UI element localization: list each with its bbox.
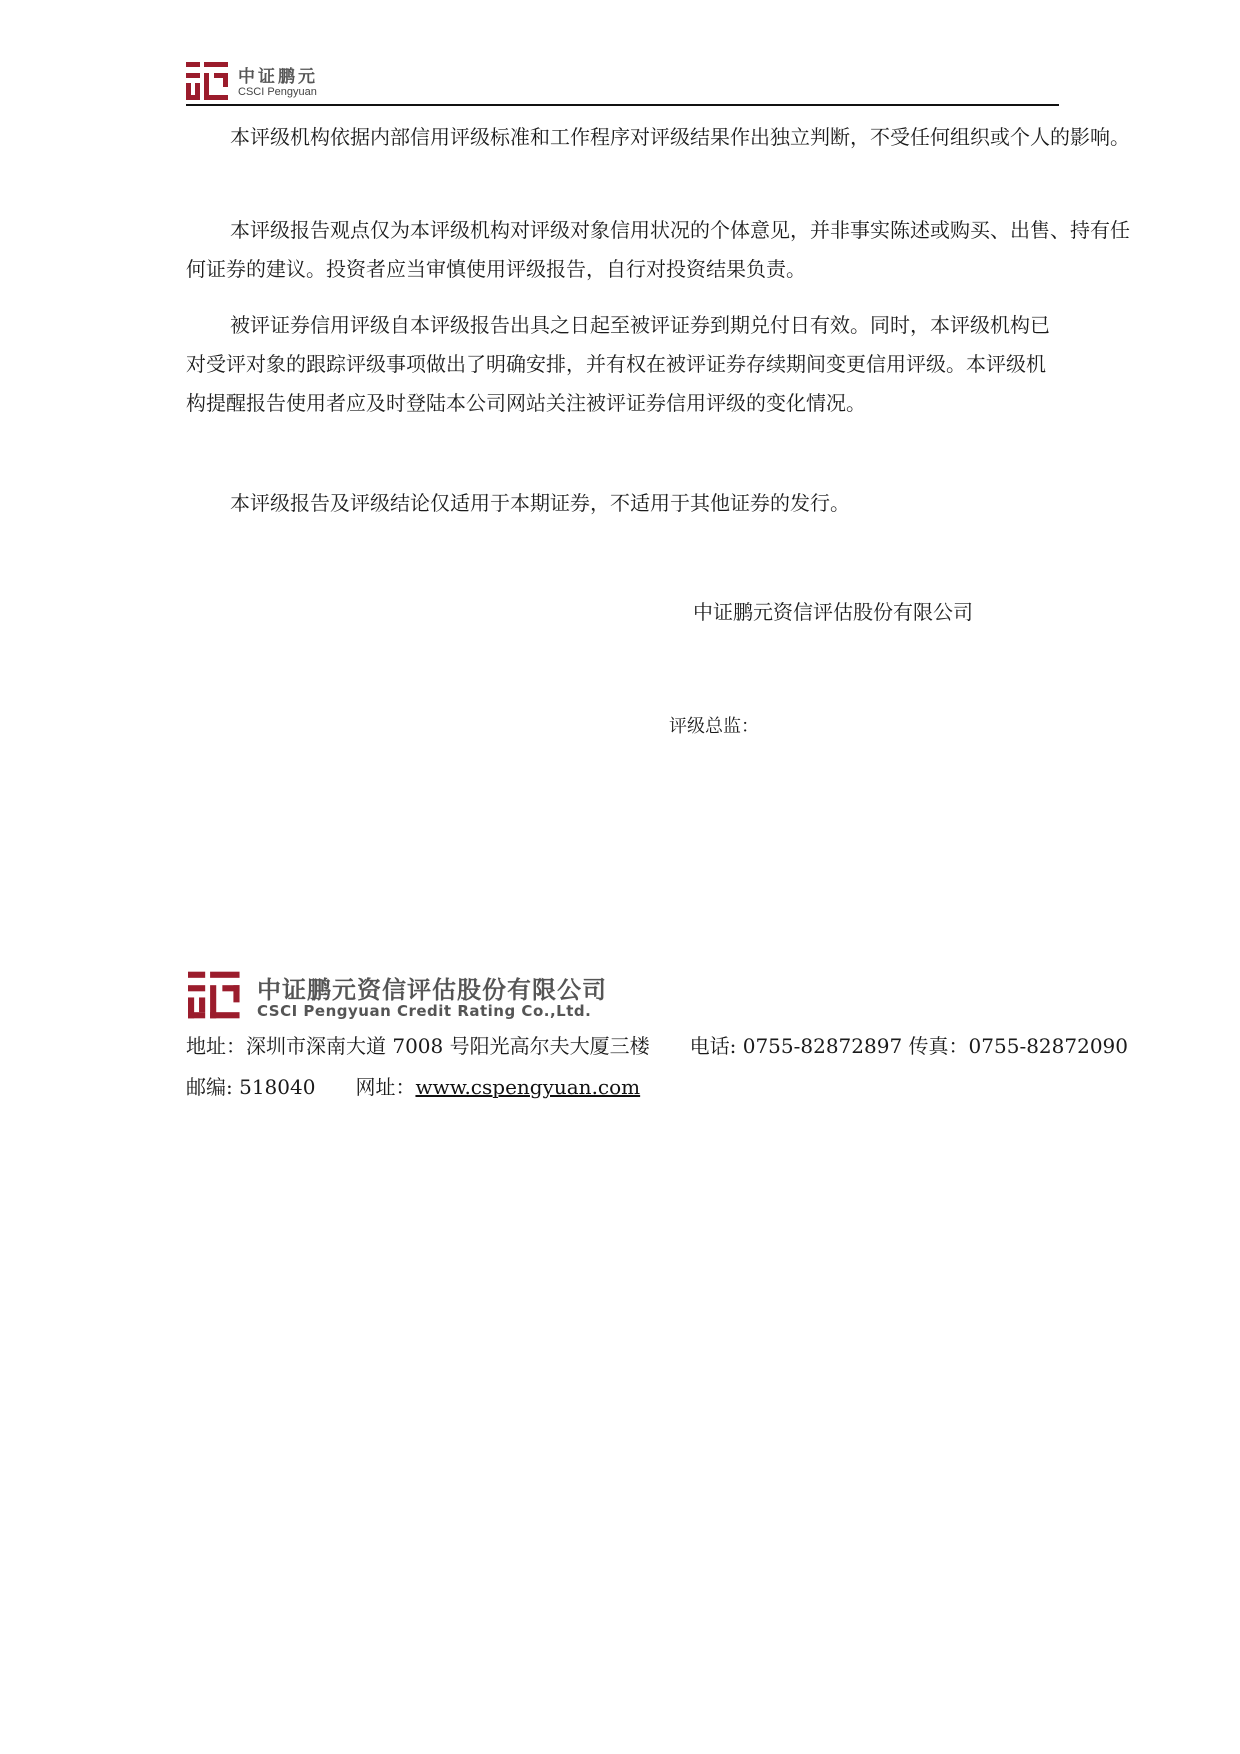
header-divider [186, 104, 1059, 106]
header-logo-text-cn: 中证鹏元 [238, 67, 318, 87]
paragraph-scope: 本评级报告及评级结论仅适用于本期证券，不适用于其他证券的发行。 [230, 491, 850, 515]
paragraph-independence: 本评级机构依据内部信用评级标准和工作程序对评级结果作出独立判断，不受任何组织或个人的影响。 [230, 125, 1130, 149]
footer-logo-text-cn: 中证鹏元资信评估股份有限公司 [257, 976, 607, 1004]
paragraph-opinion: 本评级报告观点仅为本评级机构对评级对象信用状况的个体意见，并非事实陈述或购买、出售、持有任何证券的建议。投资者应当审慎使用评级报告，自行对投资结果负责。 [186, 218, 1130, 281]
company-signature: 中证鹏元资信评估股份有限公司 [693, 600, 973, 624]
footer-postcode-line [186, 1071, 640, 1100]
footer-contact-line [186, 1030, 1128, 1059]
footer-logo-icon [188, 970, 242, 1020]
footer-website-label: 网址： [355, 1075, 416, 1099]
rating-director-label: 评级总监： [669, 716, 759, 737]
footer-fax: 传真：0755-82872090 [908, 1034, 1128, 1058]
footer-address: 地址：深圳市深南大道 7008 号阳光高尔夫大厦三楼 [186, 1034, 650, 1058]
header-logo-text-en: CSCI Pengyuan [238, 86, 317, 98]
footer-postcode: 邮编: 518040 [186, 1075, 316, 1099]
footer-logo-text-en: CSCI Pengyuan Credit Rating Co.,Ltd. [257, 1002, 592, 1020]
footer-website-link[interactable]: www.cspengyuan.com [415, 1075, 641, 1099]
footer-phone: 电话: 0755-82872897 [689, 1034, 903, 1058]
paragraph-validity: 被评证券信用评级自本评级报告出具之日起至被评证券到期兑付日有效。同时，本评级机构已对受评对象的跟踪评级事项做出了明确安排，并有权在被评证券存续期间变更信用评级。本评级机构提醒报告使用者应及时登陆本公司网站关注被评证券信用评级的变化情况。 [186, 313, 1050, 415]
company-logo-icon [186, 62, 230, 100]
